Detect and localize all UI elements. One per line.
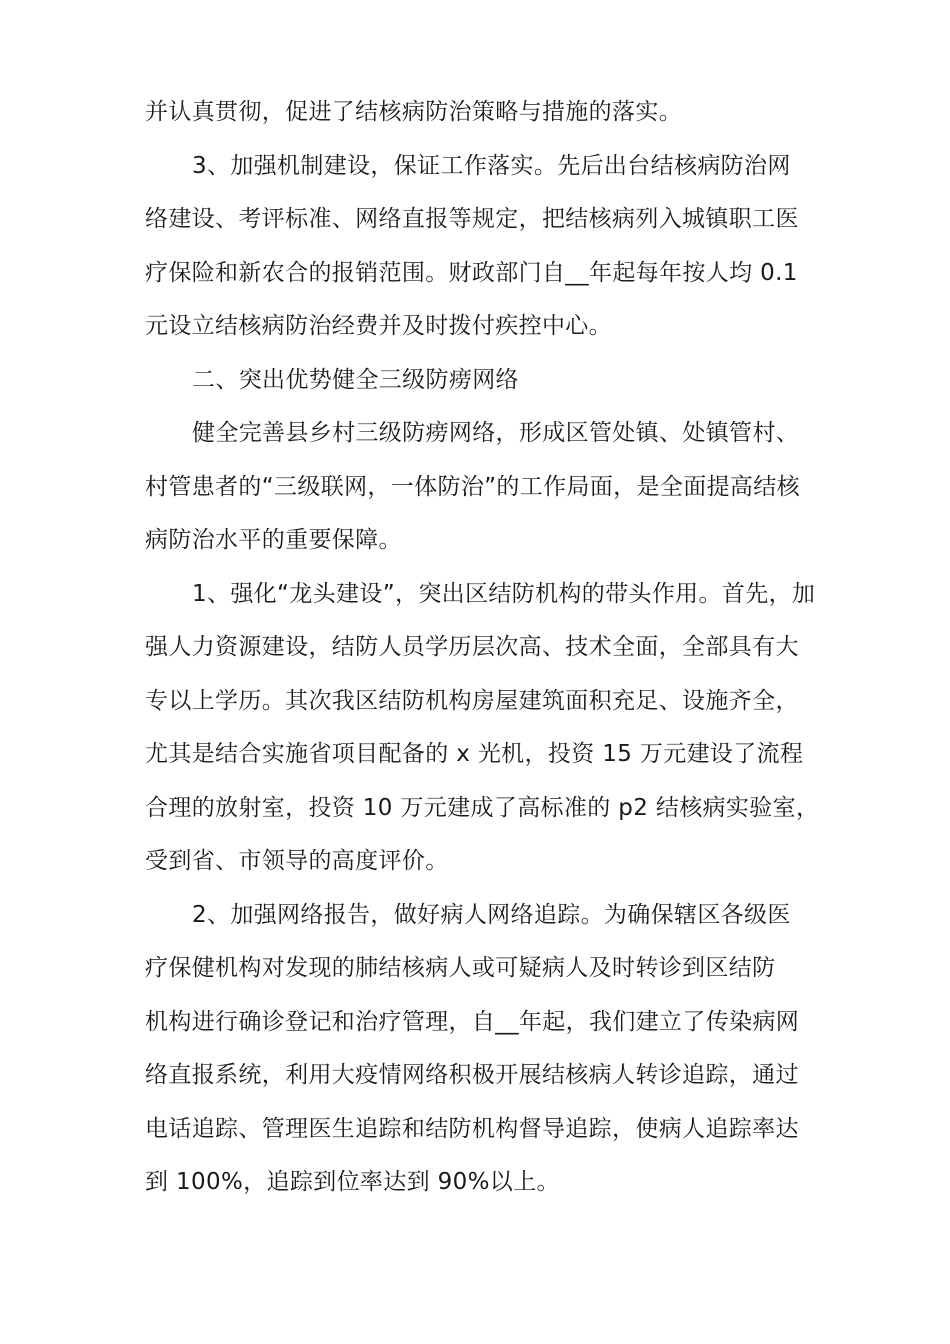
- text-line: 健全完善县乡村三级防痨网络，形成区管处镇、处镇管村、: [192, 420, 800, 446]
- text-line: 元设立结核病防治经费并及时拨付疾控中心。: [145, 313, 612, 339]
- text-line: 二、突出优势健全三级防痨网络: [192, 366, 519, 393]
- text-line: 2、加强网络报告，做好病人网络追踪。为确保辖区各级医: [192, 901, 791, 928]
- text-line: 尤其是结合实施省项目配备的 x 光机，投资 15 万元建设了流程: [145, 741, 804, 767]
- text-line: 络直报系统，利用大疫情网络积极开展结核病人转诊追踪，通过: [145, 1062, 799, 1088]
- text-line: 1、强化“龙头建设”，突出区结防机构的带头作用。首先，加: [192, 580, 816, 607]
- text-line: 络建设、考评标准、网络直报等规定，把结核病列入城镇职工医: [145, 206, 799, 232]
- text-line: 合理的放射室，投资 10 万元建成了高标准的 p2 结核病实验室，: [145, 794, 820, 821]
- text-line: 疗保健机构对发现的肺结核病人或可疑病人及时转诊到区结防: [145, 955, 776, 981]
- text-line: 电话追踪、管理医生追踪和结防机构督导追踪，使病人追踪率达: [145, 1115, 799, 1142]
- text-line: 3、加强机制建设，保证工作落实。先后出台结核病防治网: [192, 152, 791, 179]
- text-line: 专以上学历。其次我区结防机构房屋建筑面积充足、设施齐全，: [145, 687, 799, 714]
- text-line: 机构进行确诊登记和治疗管理，自__年起，我们建立了传染病网: [145, 1008, 800, 1035]
- text-line: 并认真贯彻，促进了结核病防治策略与措施的落实。: [145, 99, 683, 125]
- text-line: 受到省、市领导的高度评价。: [145, 848, 449, 874]
- text-line: 到 100%，追踪到位率达到 90%以上。: [145, 1169, 560, 1195]
- text-line: 强人力资源建设，结防人员学历层次高、技术全面，全部具有大: [145, 634, 799, 660]
- text-line: 村管患者的“三级联网，一体防治”的工作局面，是全面提高结核: [145, 473, 800, 500]
- text-line: 病防治水平的重要保障。: [145, 527, 402, 553]
- document-body: [145, 86, 820, 1210]
- text-line: 疗保险和新农合的报销范围。财政部门自__年起每年按人均 0.1: [145, 259, 798, 286]
